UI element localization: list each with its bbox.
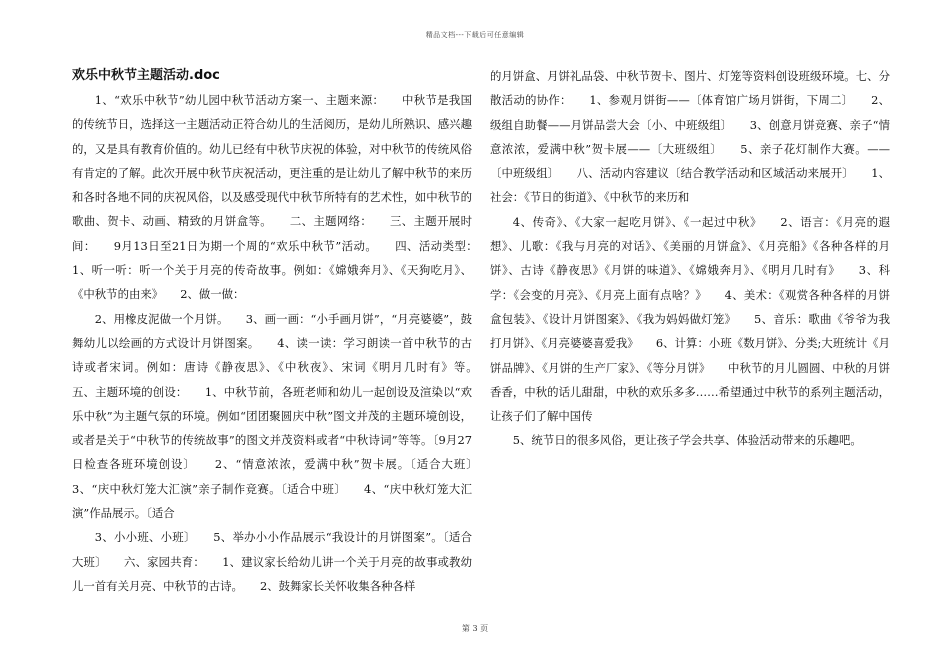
- paragraph: 2、用橡皮泥做一个月饼。 3、画一画：“小手画月饼”，“月亮婆婆”，鼓舞幼儿以绘画的方式设计月饼图案。 4、读一读：学习朗读一首中秋节的古诗或者宋词。例如：唐诗《静夜思》、《中秋夜》、宋词《明月几时有》等。 五、主题环境的创设： 1、中秋节前，各班老师和幼儿一起创设及渲染以“欢乐中秋”为主题气氛的环境。例如“团团聚圆庆中秋”图文并茂的主题环境创设，或者是关于“中秋节的传统故事”的图文并茂资料或者“中秋诗词”等等。〔9月27日检查各班环境创设〕 2、“情意浓浓，爱满中秋”贺卡展。〔适合大班〕 3、“庆中秋灯笼大汇演”亲子制作竞赛。〔适合中班〕 4、“庆中秋灯笼大汇演”作品展示。〔适合: [72, 311, 495, 521]
- paragraph: 1、“欢乐中秋节”幼儿园中秋节活动方案一、主题来源： 中秋节是我国的传统节日，选择这一主题活动正符合幼儿的生活阅历，是幼儿所熟识、感兴趣的，又是具有教育价值的。幼儿已经有中秋节庆祝的体验，对中秋节的传统风俗有肯定的了解。此次开展中秋节庆祝活动，更注重的是让幼儿了解中秋节的来历和各时各地不同的庆祝风俗，以及感受现代中秋节所特有的艺术性，如中秋节的歌曲、贺卡、动画、精致的月饼盒等。 二、主题网络： 三、主题开展时间： 9月13日至21日为期一个周的“欢乐中秋节”活动。 四、活动类型： 1、听一听：听一个关于月亮的传奇故事。例如：《嫦娥奔月》、《天狗吃月》、《中秋节的由来》 2、做一做：: [72, 93, 495, 302]
- right-column: [490, 64, 890, 453]
- paragraph: 5、统节日的很多风俗，更让孩子学会共享、体验活动带来的乐趣吧。: [512, 433, 862, 448]
- page-number: 第 3 页: [461, 624, 489, 633]
- paragraph: 3、小小班、小班〕 5、举办小小作品展示“我设计的月饼图案”。〔适合大班〕 六、家园共育： 1、建议家长给幼儿讲一个关于月亮的故事或教幼儿一首有关月亮、中秋节的古诗。 2、鼓舞家长关怀收集各种各样: [72, 530, 472, 593]
- header-note: 精品文档---下载后可任意编辑: [425, 31, 525, 39]
- left-column: [72, 64, 495, 598]
- paragraph: 4、传奇》、《大家一起吃月饼》、《一起过中秋》 2、语言：《月亮的遐想》、儿歌：《我与月亮的对话》、《美丽的月饼盒》、《月亮船》《各种各样的月饼》、古诗《静夜思》《月饼的味道》、《嫦娥奔月》、《明月几时有》 3、科学：《会变的月亮》、《月亮上面有点啥？》 4、美术：《观赏各种各样的月饼盒包装》、《设计月饼图案》、《我为妈妈做灯笼》 5、音乐：歌曲《爷爷为我打月饼》、《月亮婆婆喜爱我》 6、计算：小班《数月饼》、分类;大班统计《月饼品牌》、《月饼的生产厂家》、《等分月饼》 中秋节的月儿圆圆、中秋的月饼香香，中秋的话儿甜甜，中秋的欢乐多多……希望通过中秋节的系列主题活动，让孩子们了解中国传: [490, 214, 890, 424]
- paragraph: 的月饼盒、月饼礼品袋、中秋节贺卡、图片、灯笼等资料创设班级环境。七、分散活动的协作： 1、参观月饼街——〔体育馆广场月饼街，下周二〕 2、级组自助餐——月饼品尝大会〔小、中班级组〕 3、创意月饼竞赛、亲子“情意浓浓，爱满中秋”贺卡展——〔大班级组〕 5、亲子花灯制作大赛。——〔中班级组〕 八、活动内容建议〔结合教学活动和区域活动来展开〕 1、社会：《节日的街道》、《中秋节的来历和: [490, 69, 890, 205]
- document-title: 欢乐中秋节主题活动.doc: [72, 68, 220, 83]
